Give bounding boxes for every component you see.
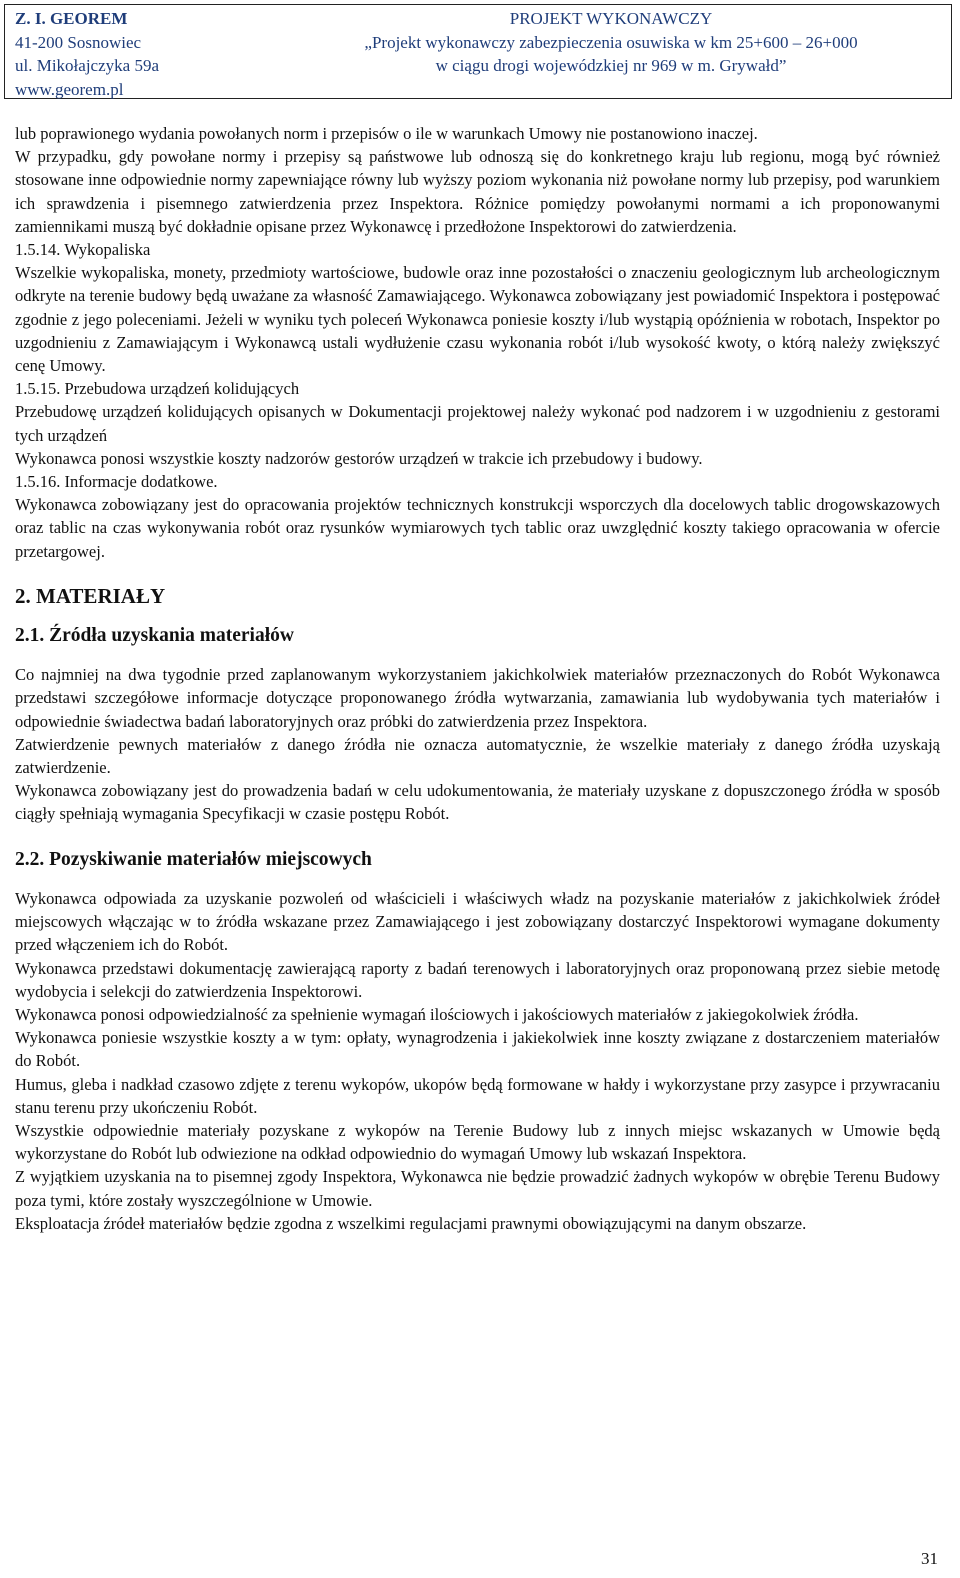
paragraph: Przebudowę urządzeń kolidujących opisanych w Dokumentacji projektowej należy wykonać pod nadzorem i w uzgodnieniu z gestorami tych urządzeń (15, 402, 940, 445)
paragraph: Wszystkie odpowiednie materiały pozyskane z wykopów na Terenie Budowy lub z innych miejsc wskazanych w Umowie będą wykorzystane do Robót lub odwiezione na odkład odpowiednio do wymagań Umowy lub wskazań Inspektora. (15, 1120, 940, 1164)
company-address-line2: ul. Mikołajczyka 59a (15, 56, 159, 75)
paragraph: Z wyjątkiem uzyskania na to pisemnej zgody Inspektora, Wykonawca nie będzie prowadzić żadnych wykopów w obrębie Terenu Budowy poza tymi, które zostały wyszczególnione w Umowie. (15, 1167, 940, 1210)
spacer (15, 608, 940, 624)
document-type: PROJEKT WYKONAWCZY (509, 9, 713, 28)
paragraph: W przypadku, gdy powołane normy i przepisy są państwowe lub odnoszą się do konkretnego kraju lub regionu, mogą być również stosowane inne odpowiednie normy zapewniające równy lub wyższy poziom wykonania niż powołane normy lub przepisy, pod warunkiem ich sprawdzenia i pisemnego zatwierdzenia przez Inspektora. Różnice pomiędzy powołanymi normami a ich proponowanymi zamiennikami muszą być dokładnie opisane przez Wykonawcę i przedłożone Inspektorowi do zatwierdzenia. (15, 147, 940, 236)
company-block (15, 7, 159, 101)
section-heading-1-5-14: 1.5.14. Wykopaliska (15, 240, 151, 260)
paragraph: Eksploatacja źródeł materiałów będzie zgodna z wszelkimi regulacjami prawnymi obowiązującymi na danym obszarze. (15, 1213, 807, 1233)
paragraph: lub poprawionego wydania powołanych norm i przepisów o ile w warunkach Umowy nie postanowiono inaczej. (15, 124, 758, 143)
paragraph: Wykonawca zobowiązany jest do prowadzenia badań w celu udokumentowania, że materiały uzyskane z dopuszczonego źródła w sposób ciągły spełniają wymagania Specyfikacji w czasie postępu Robót. (15, 781, 940, 824)
section-heading-2: 2. MATERIAŁY (15, 583, 166, 608)
paragraph: Wykonawca odpowiada za uzyskanie pozwoleń od właścicieli i właściwych władz na pozyskanie materiałów z jakichkolwiek źródeł miejscowych włączając w to źródła wskazane przez Zamawiającego i jest zobowiązany dostarczyć Inspektorowi wymagane dokumenty przed włączeniem ich do Robót. (15, 888, 940, 955)
project-block (321, 7, 901, 78)
project-title-line2: w ciągu drogi wojewódzkiej nr 969 w m. Grywałd” (435, 56, 787, 75)
spacer (15, 563, 940, 585)
paragraph: Wykonawca zobowiązany jest do opracowania projektów technicznych konstrukcji wsporczych dla docelowych tablic drogowskazowych oraz tablic na czas wykonywania robót oraz rysunków wymiarowych tych tablic oraz uwzględnić koszty takiego opracowania w ofercie przetargowej. (15, 495, 940, 561)
spacer (15, 871, 940, 887)
paragraph: Wykonawca przedstawi dokumentację zawierającą raporty z badań terenowych i laboratoryjnych oraz proponowaną przez siebie metodę wydobycia i selekcji do zatwierdzenia Inspektorowi. (15, 958, 940, 1001)
paragraph: Humus, gleba i nadkład czasowo zdjęte z terenu wykopów, ukopów będą formowane w hałdy i wykorzystane przy zasypce i przywracaniu stanu terenu przy ukończeniu Robót. (15, 1074, 940, 1117)
document-body (15, 122, 940, 1235)
paragraph: Zatwierdzenie pewnych materiałów z danego źródła nie oznacza automatycznie, że wszelkie materiały z danego źródła uzyskają zatwierdzenie. (15, 734, 940, 778)
project-title-line1: „Projekt wykonawczy zabezpieczenia osuwiska w km 25+600 – 26+000 (364, 32, 858, 52)
paragraph: Co najmniej na dwa tygodnie przed zaplanowanym wykorzystaniem jakichkolwiek materiałów przeznaczonych do Robót Wykonawca przedstawi szczegółowe informacje dotyczące proponowanego źródła wytwarzania, zamawiania lub wydobywania tych materiałów i odpowiednie świadectwa badań laboratoryjnych oraz próbki do zatwierdzenia przez Inspektora. (15, 665, 940, 731)
page-number: 31 (921, 1549, 938, 1568)
company-website: www.georem.pl (15, 79, 124, 99)
paragraph: Wykonawca poniesie wszystkie koszty a w tym: opłaty, wynagrodzenia i jakiekolwiek inne koszty związane z dostarczeniem materiałów do Robót. (15, 1028, 940, 1071)
section-heading-2-2: 2.2. Pozyskiwanie materiałów miejscowych (15, 848, 372, 870)
company-address-line1: 41-200 Sosnowiec (15, 32, 142, 52)
section-heading-1-5-16: 1.5.16. Informacje dodatkowe. (15, 472, 218, 492)
paragraph: Wykonawca ponosi odpowiedzialność za spełnienie wymagań ilościowych i jakościowych materiałów z jakiegokolwiek źródła. (15, 1004, 859, 1024)
paragraph: Wszelkie wykopaliska, monety, przedmioty wartościowe, budowle oraz inne pozostałości o znaczeniu geologicznym lub archeologicznym odkryte na terenie budowy będą uważane za własność Zamawiającego. Wykonawca zobowiązany jest powiadomić Inspektora i postępować zgodnie z jego poleceniami. Jeżeli w wyniku tych poleceń Wykonawca poniesie koszty i/lub wystąpią opóźnienia w robotach, Inspektor po uzgodnieniu z Zamawiającym i Wykonawcą ustali wydłużenie czasu wykonania robót i/lub wysokość kwoty, o którą należy zwiększyć cenę Umowy. (15, 263, 940, 376)
company-name: Z. I. GEOREM (15, 9, 128, 28)
document-header (4, 4, 952, 99)
spacer (15, 647, 940, 663)
paragraph: Wykonawca ponosi wszystkie koszty nadzorów gestorów urządzeń w trakcie ich przebudowy i budowy. (15, 448, 703, 468)
section-heading-2-1: 2.1. Źródła uzyskania materiałów (15, 625, 294, 647)
spacer (15, 826, 940, 848)
section-heading-1-5-15: 1.5.15. Przebudowa urządzeń kolidujących (15, 379, 300, 399)
